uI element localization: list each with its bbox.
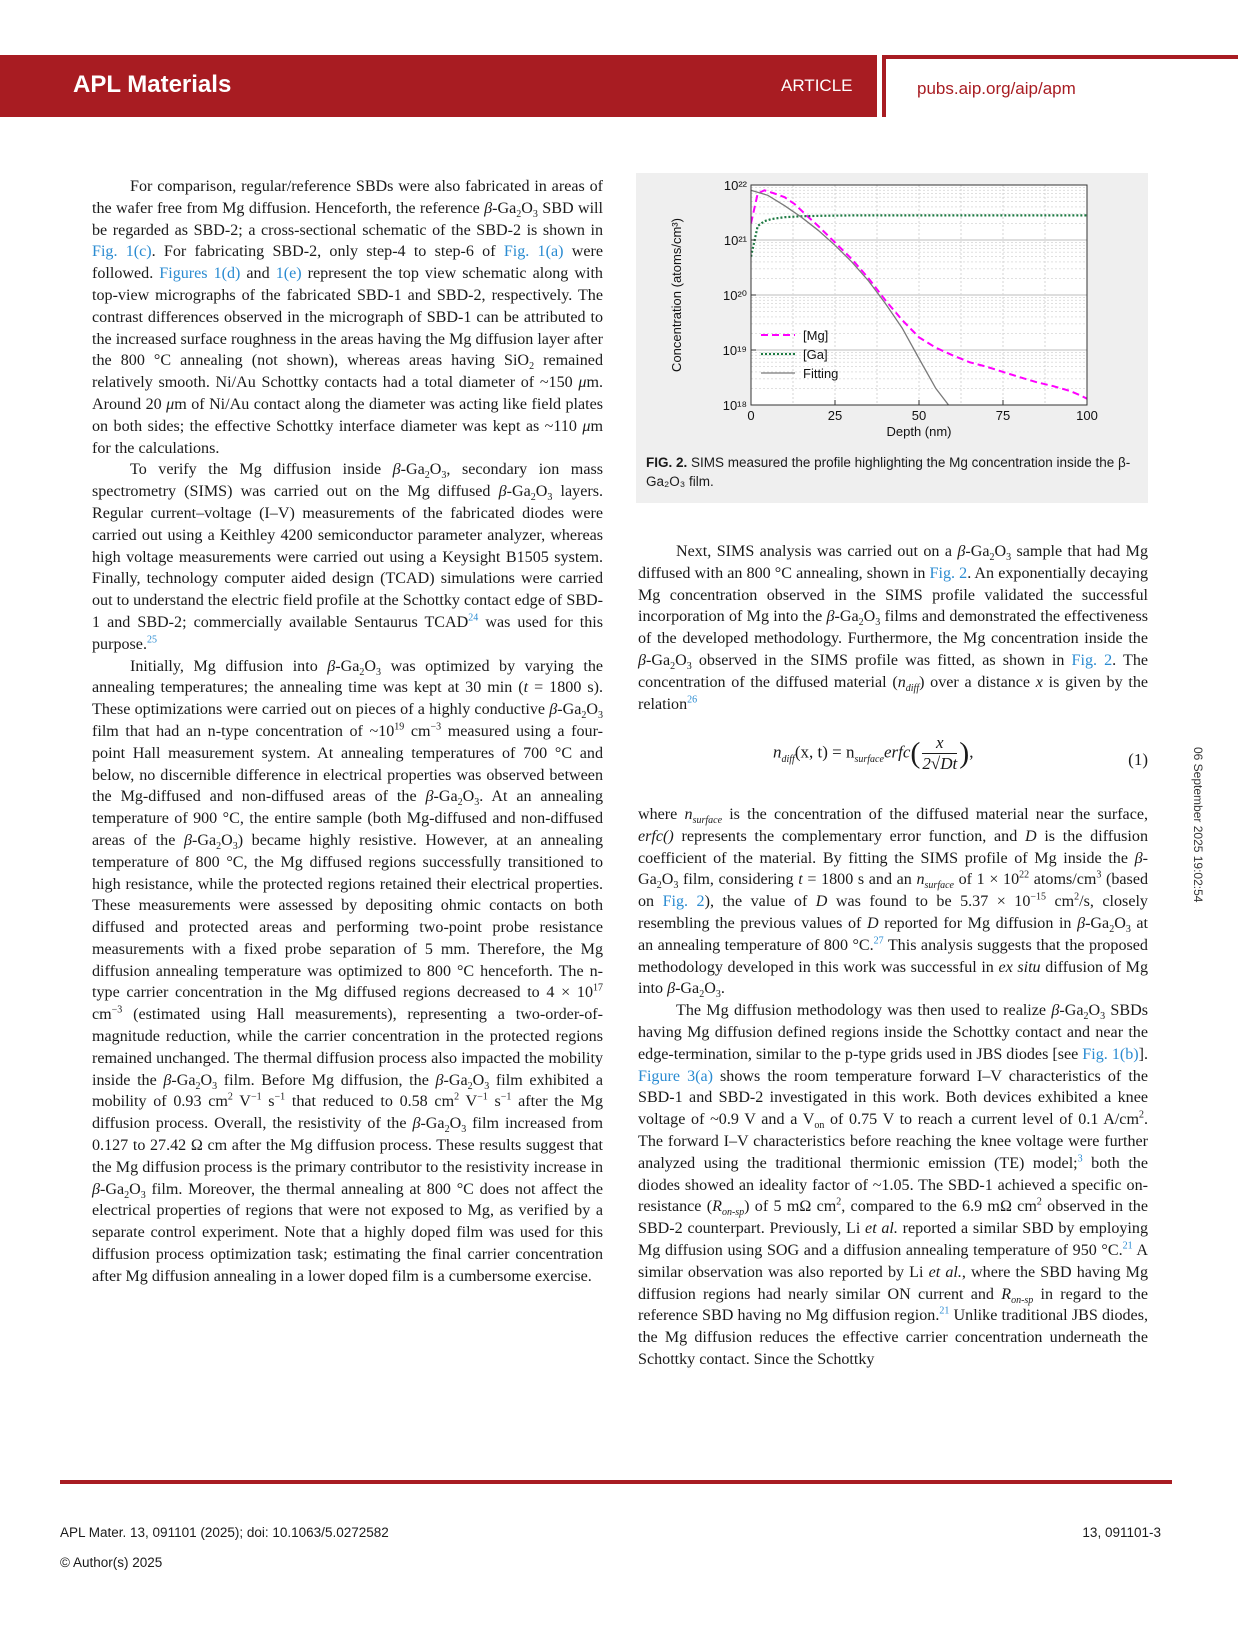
paragraph: To verify the Mg diffusion inside $\beta-Ga_2O_3$, secondary ion mass spectrometry (SIMS) was carried out on the Mg diffused $\beta-Ga_2O_3$ layers. Regular current–voltage (I–V) measurements of the fabricated diodes were carried out using a Keithley 4200 semiconductor parameter analyzer, whereas high voltage measurements were carried out using a Keysight B1505 system. Finally, technology computer aided design (TCAD) simulations were carried out to understand the electric field profile at the Schottky contact edge of SBD-1 and SBD-2; commercially available Sentaurus TCAD$^{24}$ was used for this purpose.$^{25}$ xyxy=(92,461,603,653)
legend-label: Fitting xyxy=(803,366,839,381)
fig-ref-link[interactable]: Fig. 2 xyxy=(662,893,705,911)
paragraph: Initially, Mg diffusion into $\beta-Ga_2O_3$ was optimized by varying the annealing temperatures; the annealing time was kept at 30 min (t = 1800 s). These optimizations were carried out on pieces of a highly conductive $\beta-Ga_2O_3$ film that had an n-type concentration of $\sim 10^{19}$ $cm^{-3}$ measured using a four-point Hall measurement system. At annealing temperatures of 700 °C and below, no discernible difference in electrical properties was observed between the Mg-diffused and non-diffused areas of the $\beta-Ga_2O_3$. At an annealing temperature of 900 °C, the entire sample (both Mg-diffused and non-diffused areas of the $\beta-Ga_2O_3$) became highly resistive. However, at an annealing temperature of 800 °C, the Mg diffused regions successfully transitioned to high resistance, while the protected regions retained their electrical properties. These measurements were assessed by depositing ohmic contacts on both diffused and protected areas and performing two-point probe resistance measurements with a fixed probe separation of 5 mm. Therefore, the Mg diffusion annealing temperature was optimized to 800 °C henceforth. The n-type carrier concentration in the Mg diffused regions decreased to $4 \times 10^{17}$ $cm^{-3}$ (estimated using Hall measurements), representing a two-order-of-magnitude reduction, while the carrier concentration in the protected regions remained unchanged. The thermal diffusion process also impacted the mobility inside the $\beta-Ga_2O_3$ film. Before Mg diffusion, the $\beta-Ga_2O_3$ film exhibited a mobility of 0.93 $cm^2$ $V^{-1}$ $s^{-1}$ that reduced to 0.58 $cm^2$ $V^{-1}$ $s^{-1}$ after the Mg diffusion process. Overall, the resistivity of the $\beta-Ga_2O_3$ film increased from 0.127 to 27.42 Ω cm after the Mg diffusion process. These results suggest that the Mg diffusion process is the primary contributor to the resistivity increase in $\beta-Ga_2O_3$ film. Moreover, the thermal annealing at 800 °C does not affect the electrical properties of regions that were not exposed to Mg, as verified by a separate control experiment. Note that a highly doped film was used for this diffusion process optimization task; estimating the final carrier concentration after Mg diffusion annealing in a lower doped film is a cumbersome exercise. xyxy=(92,657,604,1285)
paragraph: For comparison, regular/reference SBDs were also fabricated in areas of the wafer free from Mg diffusion. Henceforth, the reference $\beta-Ga_2O_3$ SBD will be regarded as SBD-2; a cross-sectional schematic of the SBD-2 is shown in Fig. 1(c). For fabricating SBD-2, only step-4 to step-6 of Fig. 1(a) were followed. Figures 1(d) and 1(e) represent the top view schematic along with top-view micrographs of the fabricated SBD-1 and SBD-2, respectively. The contrast differences observed in the micrograph of SBD-1 can be attributed to the increased surface roughness in the areas having the Mg diffusion layer after the 800 °C annealing (not shown), whereas areas having SiO$_2$ remained relatively smooth. Ni/Au Schottky contacts had a total diameter of ~150 μm. Around 20 μm of Ni/Au contact along the diameter was acting like field plates on both sides; the effective Schottky interface diameter was kept as ~110 μm for the calculations. xyxy=(92,178,603,457)
footer-copyright: © Author(s) 2025 xyxy=(60,1555,163,1570)
fig-ref-link[interactable]: Figure 3(a) xyxy=(638,1067,713,1085)
footer-citation: APL Mater. 13, 091101 (2025); doi: 10.1063/5.0272582 xyxy=(60,1525,389,1540)
x-tick-label: 0 xyxy=(747,408,755,423)
paragraph: Next, SIMS analysis was carried out on a $\beta-Ga_2O_3$ sample that had Mg diffused with an 800 °C annealing, shown in Fig. 2. An exponentially decaying Mg concentration observed in the SIMS profile validated the successful incorporation of Mg into the $\beta-Ga_2O_3$ films and demonstrated the effectiveness of the developed methodology. Furthermore, the Mg concentration inside the $\beta-Ga_2O_3$ observed in the SIMS profile was fitted, as shown in Fig. 2. The concentration of the diffused material $(n_{diff})$ over a distance x is given by the relation$^{26}$ xyxy=(638,543,1149,713)
fig-ref-link[interactable]: Fig. 1(b) xyxy=(1082,1045,1139,1063)
fig-ref-link[interactable]: Fig. 2 xyxy=(929,564,968,582)
fig-ref-link[interactable]: Fig. 1(a) xyxy=(503,243,564,261)
y-axis-label: Concentration (atoms/cm³) xyxy=(669,218,684,372)
sims-chart xyxy=(636,173,1148,443)
equation-1 xyxy=(638,728,1148,788)
article-type-label: ARTICLE xyxy=(781,76,853,95)
x-tick-label: 100 xyxy=(1076,408,1098,423)
fig-ref-link[interactable]: 1(e) xyxy=(275,265,302,283)
y-tick-label: 10²² xyxy=(723,178,747,193)
download-timestamp: 06 September 2025 19:02:54 xyxy=(1191,747,1205,903)
fraction: $\frac{x}{2√Dt}$ xyxy=(922,733,958,773)
fig-ref-link[interactable]: Fig. 1(c) xyxy=(92,243,152,261)
x-tick-label: 50 xyxy=(911,408,927,423)
right-column-top xyxy=(638,541,1148,715)
y-tick-label: 10²¹ xyxy=(723,233,747,248)
y-tick-label: 10¹⁹ xyxy=(722,343,747,358)
x-tick-label: 25 xyxy=(827,408,843,423)
figure-caption-text: SIMS measured the profile highlighting the Mg concentration inside the β-Ga₂O₃ film. xyxy=(646,455,1131,489)
legend-label: [Ga] xyxy=(803,347,828,362)
x-tick-label: 75 xyxy=(995,408,1011,423)
journal-url-link[interactable]: pubs.aip.org/aip/apm xyxy=(917,79,1076,98)
paragraph: where $n_{surface}$ is the concentration of the diffused material near the surface, erfc() represents the complementary error function, and D is the diffusion coefficient of the material. By fitting the SIMS profile of Mg inside the $\beta-Ga_2O_3$ film, considering t = 1800 s and an $n_{surface}$ of $1 \times 10^{22}$ atoms/$cm^3$ (based on Fig. 2), the value of D was found to be $5.37 \times 10^{-15}$ $cm^2/s$, closely resembling the previous values of D reported for Mg diffusion in $\beta-Ga_2O_3$ at an annealing temperature of 800 °C.$^{27}$ This analysis suggests that the proposed methodology developed in this work was successful in ex situ diffusion of Mg into $\beta-Ga_2O_3$. xyxy=(638,806,1149,1001)
equation-body: $n_{diff}(x$, $t) = n_{surface}erfc$( $\frac{x}{2√Dt}$ ), xyxy=(773,733,974,773)
legend-label: [Mg] xyxy=(803,328,829,343)
y-tick-label: 10¹⁸ xyxy=(722,398,747,413)
fig-ref-link[interactable]: Fig. 2 xyxy=(1071,651,1113,669)
left-column xyxy=(92,176,603,1288)
journal-title[interactable]: APL Materials xyxy=(73,71,232,98)
right-column-bottom xyxy=(638,804,1148,1371)
x-axis-label: Depth (nm) xyxy=(886,424,952,439)
figure-caption xyxy=(646,453,1140,491)
header-divider xyxy=(877,55,882,117)
figure-label: FIG. 2. xyxy=(646,455,688,470)
equation-number: (1) xyxy=(1128,750,1148,769)
paragraph: The Mg diffusion methodology was then used to realize $\beta-Ga_2O_3$ SBDs having Mg diffusion defined regions inside the Schottky contact and near the edge-termination, similar to the p-type grids used in JBS diodes [see Fig. 1(b)]. Figure 3(a) shows the room temperature forward I–V characteristics of the SBD-1 and SBD-2 investigated in this work. Both devices exhibited a knee voltage of ~0.9 V and a $V_{on}$ of 0.75 V to reach a current level of 0.1 $A/cm^2$. The forward I–V characteristics before reaching the knee voltage were further analyzed using the traditional thermionic emission (TE) model;$^3$ both the diodes showed an ideality factor of ~1.05. The SBD-1 achieved a specific on-resistance $(R_{on-sp})$ of 5 mΩ $cm^2$, compared to the 6.9 mΩ $cm^2$ observed in the SBD-2 counterpart. Previously, Li et al. reported a similar SBD by employing Mg diffusion using SOG and a diffusion annealing temperature of 950 °C.$^{21}$ A similar observation was also reported by Li et al., where the SBD having Mg diffusion regions had nearly similar ON current and $R_{on-sp}$ in regard to the reference SBD having no Mg diffusion region.$^{21}$ Unlike traditional JBS diodes, the Mg diffusion reduces the effective carrier concentration underneath the Schottky contact. Since the Schottky xyxy=(638,1002,1149,1368)
fig-ref-link[interactable]: Figures 1(d) xyxy=(159,265,241,283)
y-tick-label: 10²⁰ xyxy=(722,288,747,303)
footer-rule xyxy=(60,1480,1172,1484)
page-number: 13, 091101-3 xyxy=(1082,1525,1161,1540)
